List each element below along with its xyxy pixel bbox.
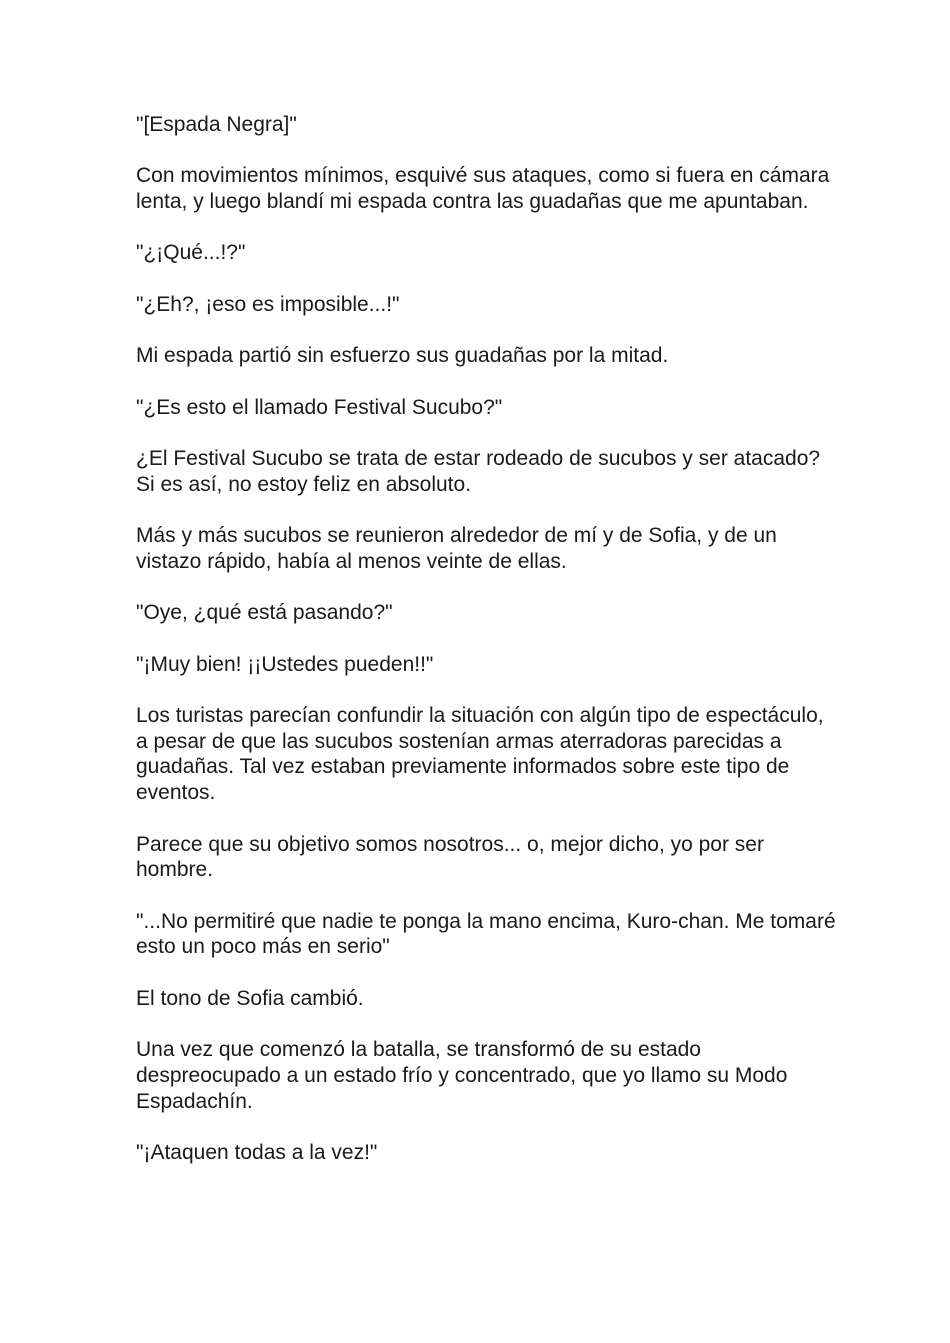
document-text-body	[136, 112, 836, 1191]
paragraph-11: Los turistas parecían confundir la situación con algún tipo de espectáculo, a pesar de que las sucubos sostenían armas aterradoras parecidas a guadañas. Tal vez estaban previamente informados sobre este tipo de eventos.	[136, 704, 824, 805]
paragraph-1: "[Espada Negra]"	[136, 113, 297, 136]
paragraph-12: Parece que su objetivo somos nosotros... o, mejor dicho, yo por ser hombre.	[136, 832, 764, 882]
paragraph-9: "Oye, ¿qué está pasando?"	[136, 601, 393, 625]
paragraph-7: ¿El Festival Sucubo se trata de estar rodeado de sucubos y ser atacado? Si es así, no estoy feliz en absoluto.	[136, 447, 821, 496]
paragraph-13: "...No permitiré que nadie te ponga la mano encima, Kuro-chan. Me tomaré esto un poco más en serio"	[136, 909, 836, 959]
paragraph-2: Con movimientos mínimos, esquivé sus ataques, como si fuera en cámara lenta, y luego blandí mi espada contra las guadañas que me apuntaban.	[136, 164, 830, 214]
paragraph-8: Más y más sucubos se reunieron alrededor de mí y de Sofia, y de un vistazo rápido, había al menos veinte de ellas.	[136, 524, 777, 573]
paragraph-14: El tono de Sofia cambió.	[136, 986, 364, 1010]
paragraph-4: "¿Eh?, ¡eso es imposible...!"	[136, 292, 400, 316]
paragraph-5: Mi espada partió sin esfuerzo sus guadañas por la mitad.	[136, 344, 669, 368]
paragraph-3: "¿¡Qué...!?"	[136, 241, 246, 265]
paragraph-10: "¡Muy bien! ¡¡Ustedes pueden!!"	[136, 652, 434, 676]
paragraph-15: Una vez que comenzó la batalla, se transformó de su estado despreocupado a un estado frío y concentrado, que yo llamo su Modo Espadachín.	[136, 1038, 788, 1113]
paragraph-6: "¿Es esto el llamado Festival Sucubo?"	[136, 395, 503, 419]
paragraph-16: "¡Ataquen todas a la vez!"	[136, 1140, 378, 1164]
